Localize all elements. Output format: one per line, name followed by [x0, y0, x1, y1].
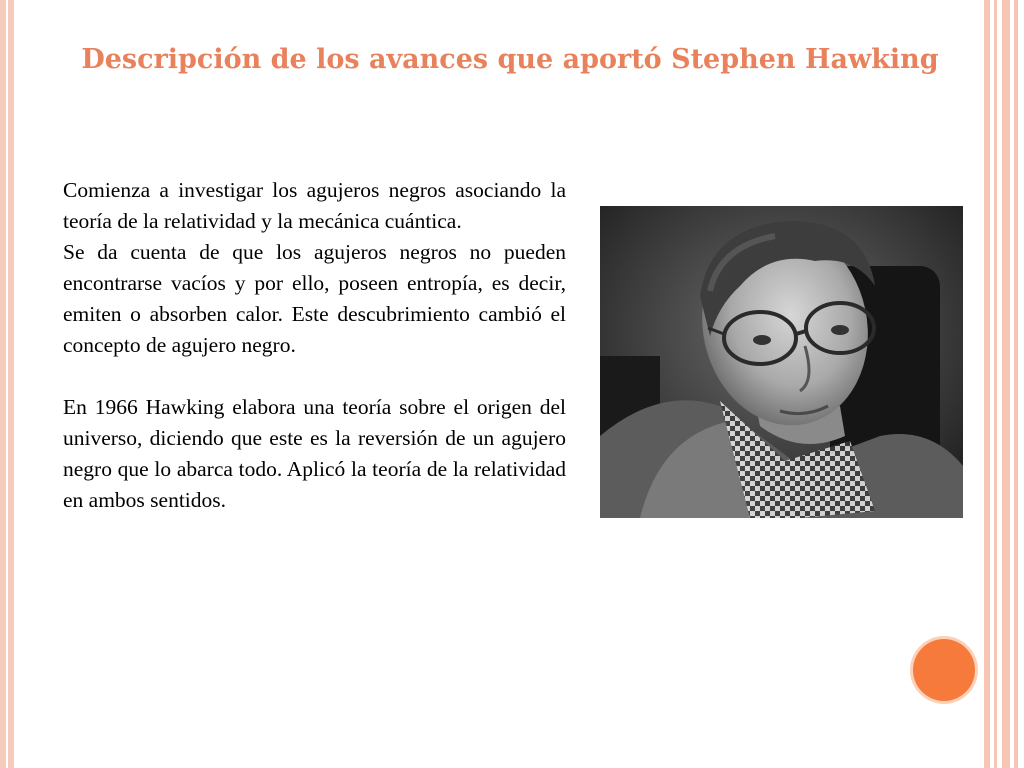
- paragraph-2: Se da cuenta de que los agujeros negros no pueden encontrarse vacíos y por ello, poseen entropía, es decir, emiten o absorben calor. Este descubrimiento cambió el concepto de agujero negro.: [63, 240, 566, 357]
- portrait-image: [600, 206, 963, 518]
- slide-title: Descripción de los avances que aportó Stephen Hawking: [81, 44, 939, 75]
- decorative-orange-dot: [913, 639, 975, 701]
- paragraph-1: Comienza a investigar los agujeros negros asociando la teoría de la relatividad y la mecánica cuántica.: [63, 178, 566, 233]
- left-border-decoration: [0, 0, 14, 768]
- slide-body: [63, 175, 566, 516]
- paragraph-3: En 1966 Hawking elabora una teoría sobre el origen del universo, diciendo que este es la reversión de un agujero negro que lo abarca todo. Aplicó la teoría de la relatividad en ambos sentidos.: [63, 395, 566, 512]
- portrait-photo: [600, 206, 963, 518]
- right-border-decoration: [980, 0, 1024, 768]
